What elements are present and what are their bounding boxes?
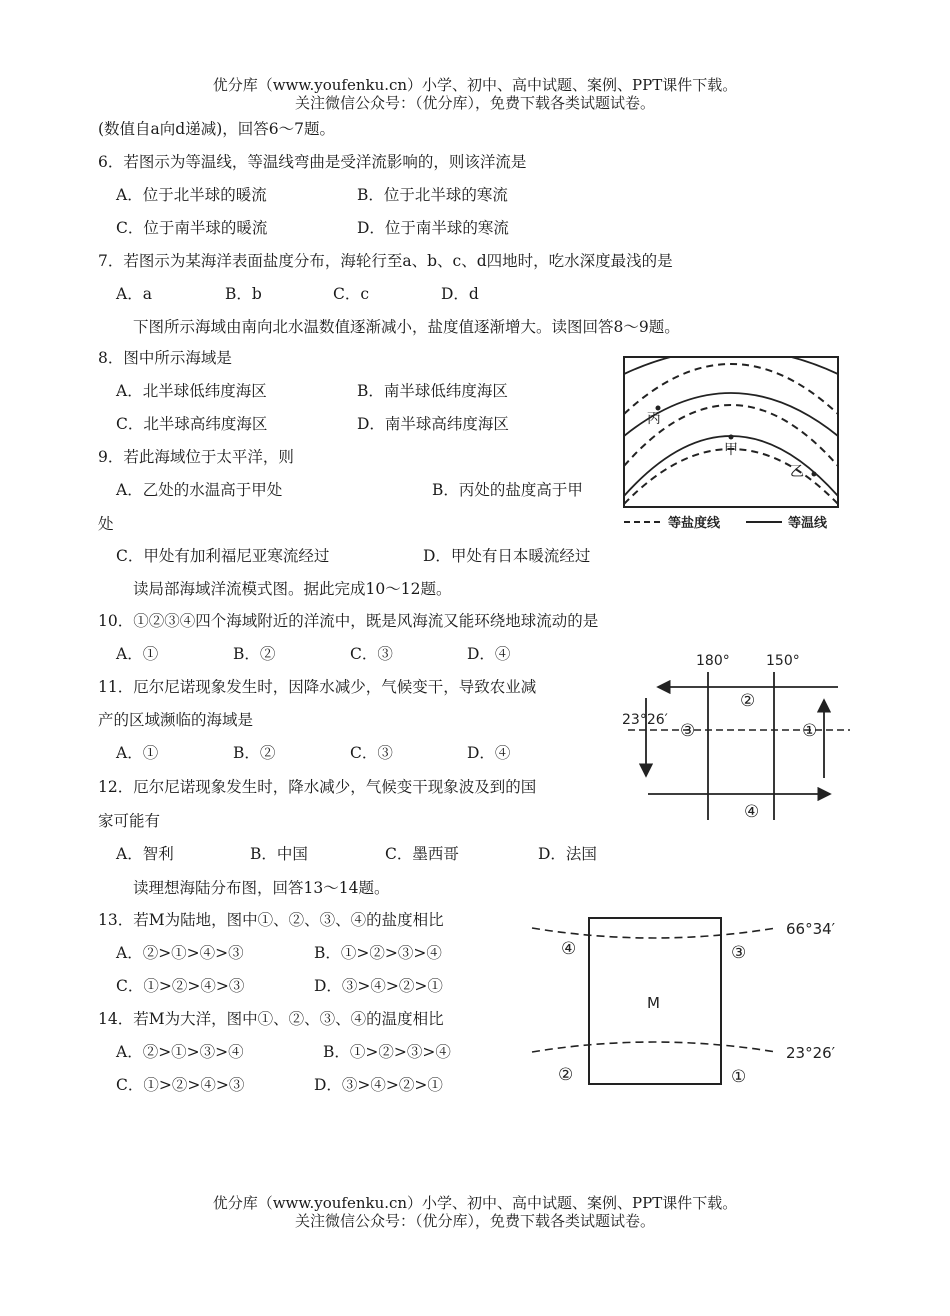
- point-bing: [656, 406, 661, 411]
- label-bing: 丙: [647, 411, 661, 427]
- q11-stem-line-1: 11．厄尔尼诺现象发生时，因降水减少，气候变干，导致农业减: [98, 678, 537, 696]
- intro-13-14: 读理想海陆分布图，回答13～14题。: [133, 879, 390, 897]
- point-jia: [729, 435, 734, 440]
- q14-option-a: A．②>①>③>④: [116, 1043, 244, 1061]
- label-jia: 甲: [724, 442, 738, 458]
- q14-option-d: D．③>④>②>①: [314, 1076, 443, 1094]
- q11-option-d: D．④: [467, 744, 511, 762]
- point-yi: [812, 472, 817, 477]
- q6-option-d: D．位于南半球的寒流: [357, 219, 509, 237]
- q9-option-d: D．甲处有日本暖流经过: [423, 547, 591, 565]
- q12-stem-line-2: 家可能有: [98, 812, 161, 830]
- tropic-line: [532, 1042, 776, 1052]
- q7-option-a: A．a: [116, 285, 152, 303]
- q10-option-c: C．③: [350, 645, 393, 663]
- sea-area-3: ③: [680, 721, 696, 741]
- q13-option-b: B．①>②>③>④: [314, 944, 442, 962]
- ocean-current-figure: [618, 648, 850, 826]
- legend-isotherm: 等温线: [788, 516, 828, 531]
- latitude-top-label: 66°34′: [786, 920, 836, 938]
- q6-option-a: A．位于北半球的暖流: [116, 186, 267, 204]
- q12-option-a: A．智利: [116, 845, 174, 863]
- footer-line-2: 关注微信公众号：（优分库），免费下载各类试题试卷。: [294, 1212, 655, 1230]
- q9-option-c: C．甲处有加利福尼亚寒流经过: [116, 547, 330, 565]
- q9-stem: 9．若此海域位于太平洋，则: [98, 448, 294, 466]
- legend-salinity: 等盐度线: [668, 516, 721, 531]
- q7-option-d: D．d: [441, 285, 479, 303]
- footer-line-1: 优分库（www.youfenku.cn）小学、初中、高中试题、案例、PPT课件下载。: [212, 1194, 738, 1212]
- q10-option-a: A．①: [116, 645, 159, 663]
- q7-option-c: C．c: [333, 285, 370, 303]
- longitude-150: 150°: [766, 653, 800, 669]
- q11-option-b: B．②: [233, 744, 276, 762]
- q8-option-b: B．南半球低纬度海区: [357, 382, 508, 400]
- q13-option-d: D．③>④>②>①: [314, 977, 443, 995]
- intro-8-9: 下图所示海域由南向北水温数值逐渐减小，盐度值逐渐增大。读图回答8～9题。: [133, 318, 680, 336]
- q9-option-b-continued: 处: [98, 515, 114, 533]
- header-line-1: 优分库（www.youfenku.cn）小学、初中、高中试题、案例、PPT课件下载。: [212, 76, 738, 94]
- q14-option-b: B．①>②>③>④: [323, 1043, 451, 1061]
- sea-area-1: ①: [802, 721, 818, 741]
- land-sea-figure: [524, 910, 854, 1090]
- q8-option-c: C．北半球高纬度海区: [116, 415, 268, 433]
- q9-option-a: A．乙处的水温高于甲处: [116, 481, 283, 499]
- q11-option-c: C．③: [350, 744, 393, 762]
- q12-option-b: B．中国: [250, 845, 308, 863]
- q6-stem: 6．若图示为等温线，等温线弯曲是受洋流影响的，则该洋流是: [98, 153, 527, 171]
- q13-stem: 13．若M为陆地，图中①、②、③、④的盐度相比: [98, 911, 444, 929]
- q13-option-a: A．②>①>④>③: [116, 944, 244, 962]
- q6-option-b: B．位于北半球的寒流: [357, 186, 508, 204]
- label-yi: 乙: [790, 464, 804, 480]
- intro-10-12: 读局部海域洋流模式图。据此完成10～12题。: [133, 580, 452, 598]
- q13-option-c: C．①>②>④>③: [116, 977, 245, 995]
- arctic-circle-line: [532, 928, 776, 938]
- q8-option-d: D．南半球高纬度海区: [357, 415, 509, 433]
- q6-option-c: C．位于南半球的暖流: [116, 219, 268, 237]
- q14-option-c: C．①>②>④>③: [116, 1076, 245, 1094]
- sea-area-2: ②: [740, 691, 756, 711]
- q12-option-d: D．法国: [538, 845, 597, 863]
- point-3-label: ③: [731, 943, 747, 963]
- area-m-label: M: [647, 994, 660, 1012]
- q11-stem-line-2: 产的区域濒临的海域是: [98, 711, 254, 729]
- latitude-label: 23°26′: [622, 712, 668, 728]
- q10-stem: 10．①②③④四个海域附近的洋流中，既是风海流又能环绕地球流动的是: [98, 612, 599, 630]
- q8-stem: 8．图中所示海域是: [98, 349, 232, 367]
- figure-frame: [624, 357, 838, 507]
- intro-6-7: (数值自a向d递减)，回答6～7题。: [98, 120, 335, 138]
- sea-area-4: ④: [744, 802, 760, 822]
- point-1-label: ①: [731, 1067, 747, 1087]
- isotherm-salinity-figure: [618, 354, 850, 536]
- longitude-180: 180°: [696, 653, 730, 669]
- point-2-label: ②: [558, 1065, 574, 1085]
- q14-stem: 14．若M为大洋，图中①、②、③、④的温度相比: [98, 1010, 444, 1028]
- q8-option-a: A．北半球低纬度海区: [116, 382, 267, 400]
- header-line-2: 关注微信公众号：（优分库），免费下载各类试题试卷。: [294, 94, 655, 112]
- q7-stem: 7．若图示为某海洋表面盐度分布，海轮行至a、b、c、d四地时，吃水深度最浅的是: [98, 252, 673, 270]
- q12-stem-line-1: 12．厄尔尼诺现象发生时，降水减少，气候变干现象波及到的国: [98, 778, 537, 796]
- latitude-bottom-label: 23°26′: [786, 1044, 836, 1062]
- q12-option-c: C．墨西哥: [385, 845, 459, 863]
- q11-option-a: A．①: [116, 744, 159, 762]
- q10-option-d: D．④: [467, 645, 511, 663]
- q10-option-b: B．②: [233, 645, 276, 663]
- q7-option-b: B．b: [225, 285, 262, 303]
- q9-option-b: B．丙处的盐度高于甲: [432, 481, 583, 499]
- point-4-label: ④: [561, 939, 577, 959]
